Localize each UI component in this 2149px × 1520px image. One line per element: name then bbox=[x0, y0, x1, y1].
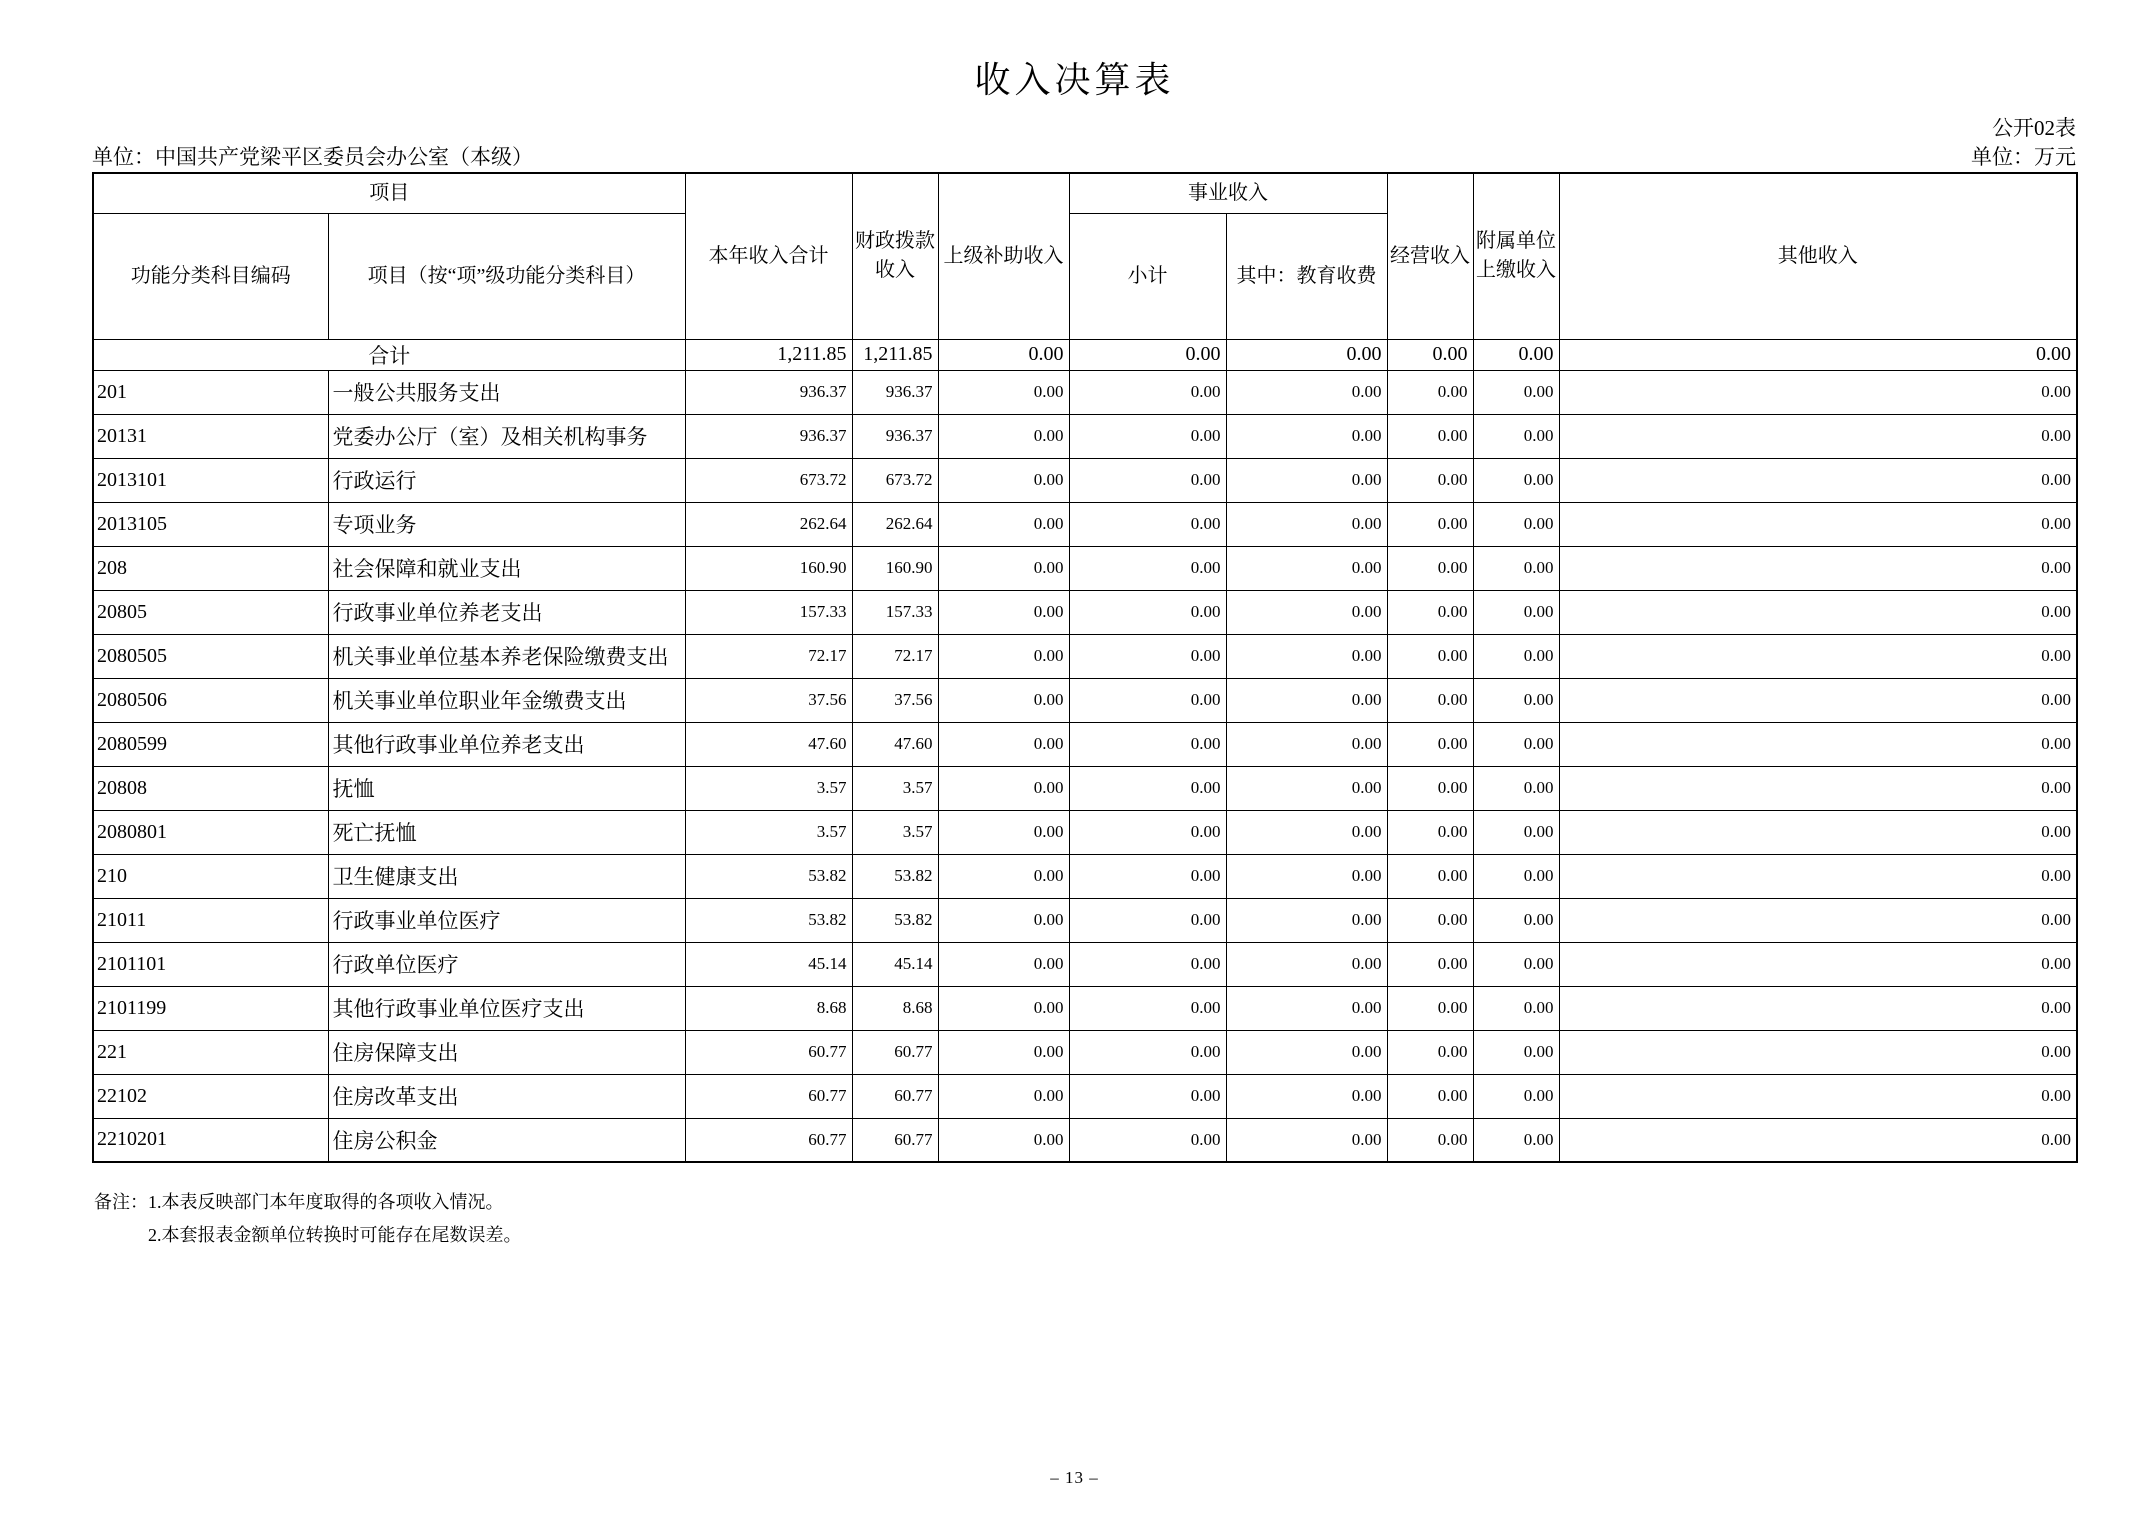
cell-code: 20808 bbox=[93, 766, 328, 810]
cell-value: 0.00 bbox=[1559, 414, 2077, 458]
cell-value: 0.00 bbox=[938, 634, 1069, 678]
notes-label: 备注： bbox=[94, 1192, 148, 1212]
cell-value: 0.00 bbox=[938, 678, 1069, 722]
table-row bbox=[93, 766, 2077, 810]
cell-item: 机关事业单位职业年金缴费支出 bbox=[328, 678, 685, 722]
cell-value: 0.00 bbox=[1473, 766, 1559, 810]
header-superior-subsidy: 上级补助收入 bbox=[938, 173, 1069, 339]
cell-value: 0.00 bbox=[1069, 986, 1226, 1030]
cell-item: 行政单位医疗 bbox=[328, 942, 685, 986]
header-affiliated-remit: 附属单位上缴收入 bbox=[1473, 173, 1559, 339]
cell-value: 0.00 bbox=[1226, 766, 1387, 810]
note-line-1 bbox=[94, 1186, 522, 1219]
cell-value: 0.00 bbox=[1226, 810, 1387, 854]
cell-value: 0.00 bbox=[1226, 942, 1387, 986]
cell-value: 0.00 bbox=[1559, 942, 2077, 986]
cell-value: 0.00 bbox=[1226, 370, 1387, 414]
cell-value: 60.77 bbox=[685, 1030, 852, 1074]
cell-value: 0.00 bbox=[938, 1030, 1069, 1074]
cell-value: 0.00 bbox=[1473, 634, 1559, 678]
table-row bbox=[93, 370, 2077, 414]
cell-value: 0.00 bbox=[1473, 502, 1559, 546]
cell-value: 160.90 bbox=[852, 546, 938, 590]
note-line-2 bbox=[94, 1219, 522, 1252]
cell-value: 3.57 bbox=[685, 766, 852, 810]
page-number: – 13 – bbox=[1050, 1468, 1099, 1487]
cell-code: 20131 bbox=[93, 414, 328, 458]
cell-value: 0.00 bbox=[1069, 854, 1226, 898]
cell-value: 72.17 bbox=[852, 634, 938, 678]
cell-value: 0.00 bbox=[1387, 339, 1473, 370]
cell-value: 0.00 bbox=[1559, 546, 2077, 590]
cell-value: 0.00 bbox=[1559, 986, 2077, 1030]
cell-value: 47.60 bbox=[852, 722, 938, 766]
cell-item: 行政事业单位医疗 bbox=[328, 898, 685, 942]
cell-value: 0.00 bbox=[1226, 1030, 1387, 1074]
cell-value: 47.60 bbox=[685, 722, 852, 766]
cell-value: 0.00 bbox=[938, 339, 1069, 370]
cell-value: 0.00 bbox=[1069, 414, 1226, 458]
cell-value: 0.00 bbox=[938, 1074, 1069, 1118]
cell-value: 0.00 bbox=[1559, 854, 2077, 898]
cell-code: 2080505 bbox=[93, 634, 328, 678]
cell-value: 0.00 bbox=[938, 370, 1069, 414]
cell-item: 行政运行 bbox=[328, 458, 685, 502]
cell-value: 0.00 bbox=[1559, 590, 2077, 634]
cell-value: 0.00 bbox=[1559, 722, 2077, 766]
cell-item: 卫生健康支出 bbox=[328, 854, 685, 898]
cell-value: 45.14 bbox=[685, 942, 852, 986]
cell-value: 0.00 bbox=[1387, 942, 1473, 986]
header-function-code: 功能分类科目编码 bbox=[93, 213, 328, 339]
cell-value: 0.00 bbox=[1387, 546, 1473, 590]
cell-value: 60.77 bbox=[852, 1030, 938, 1074]
cell-value: 0.00 bbox=[1069, 942, 1226, 986]
cell-value: 0.00 bbox=[1559, 502, 2077, 546]
header-fiscal-allocation: 财政拨款收入 bbox=[852, 173, 938, 339]
cell-value: 0.00 bbox=[1473, 986, 1559, 1030]
header-subtotal: 小计 bbox=[1069, 213, 1226, 339]
table-row bbox=[93, 634, 2077, 678]
cell-item: 机关事业单位基本养老保险缴费支出 bbox=[328, 634, 685, 678]
cell-value: 0.00 bbox=[1226, 634, 1387, 678]
cell-value: 936.37 bbox=[685, 414, 852, 458]
cell-value: 160.90 bbox=[685, 546, 852, 590]
cell-value: 0.00 bbox=[938, 854, 1069, 898]
cell-value: 157.33 bbox=[685, 590, 852, 634]
cell-value: 0.00 bbox=[1473, 678, 1559, 722]
table-row bbox=[93, 458, 2077, 502]
cell-value: 0.00 bbox=[1226, 1074, 1387, 1118]
cell-item: 住房保障支出 bbox=[328, 1030, 685, 1074]
table-header bbox=[93, 173, 2077, 339]
cell-value: 0.00 bbox=[1387, 986, 1473, 1030]
cell-value: 0.00 bbox=[938, 414, 1069, 458]
cell-value: 0.00 bbox=[1069, 1074, 1226, 1118]
cell-item: 住房改革支出 bbox=[328, 1074, 685, 1118]
cell-value: 0.00 bbox=[938, 942, 1069, 986]
cell-code: 20805 bbox=[93, 590, 328, 634]
cell-value: 0.00 bbox=[1069, 590, 1226, 634]
cell-value: 37.56 bbox=[852, 678, 938, 722]
note-text-1: 1.本表反映部门本年度取得的各项收入情况。 bbox=[148, 1192, 504, 1212]
header-other-income: 其他收入 bbox=[1559, 173, 2077, 339]
cell-value: 0.00 bbox=[1226, 1118, 1387, 1162]
cell-value: 0.00 bbox=[1387, 810, 1473, 854]
cell-item: 专项业务 bbox=[328, 502, 685, 546]
cell-code: 2210201 bbox=[93, 1118, 328, 1162]
cell-code: 2013105 bbox=[93, 502, 328, 546]
cell-code: 210 bbox=[93, 854, 328, 898]
cell-value: 0.00 bbox=[1069, 458, 1226, 502]
cell-value: 3.57 bbox=[852, 810, 938, 854]
header-operating-income: 经营收入 bbox=[1387, 173, 1473, 339]
cell-value: 37.56 bbox=[685, 678, 852, 722]
cell-value: 0.00 bbox=[1473, 339, 1559, 370]
cell-value: 0.00 bbox=[1226, 722, 1387, 766]
cell-value: 0.00 bbox=[1559, 810, 2077, 854]
cell-value: 0.00 bbox=[938, 1118, 1069, 1162]
cell-code: 2080801 bbox=[93, 810, 328, 854]
cell-value: 0.00 bbox=[1473, 370, 1559, 414]
cell-value: 0.00 bbox=[938, 722, 1069, 766]
cell-code: 208 bbox=[93, 546, 328, 590]
cell-value: 0.00 bbox=[1226, 590, 1387, 634]
cell-value: 0.00 bbox=[1226, 898, 1387, 942]
cell-value: 0.00 bbox=[938, 810, 1069, 854]
unit-currency-label: 单位：万元 bbox=[1971, 145, 2076, 169]
cell-value: 936.37 bbox=[685, 370, 852, 414]
cell-value: 0.00 bbox=[1226, 986, 1387, 1030]
table-body bbox=[93, 339, 2077, 1162]
cell-value: 0.00 bbox=[1473, 414, 1559, 458]
form-code-label: 公开02表 bbox=[1992, 116, 2076, 140]
cell-value: 0.00 bbox=[1473, 1074, 1559, 1118]
cell-value: 0.00 bbox=[1069, 810, 1226, 854]
cell-value: 0.00 bbox=[1069, 1118, 1226, 1162]
cell-value: 0.00 bbox=[1559, 339, 2077, 370]
cell-value: 0.00 bbox=[1069, 722, 1226, 766]
cell-value: 60.77 bbox=[685, 1118, 852, 1162]
cell-item: 住房公积金 bbox=[328, 1118, 685, 1162]
total-row-label: 合计 bbox=[93, 339, 685, 370]
cell-value: 53.82 bbox=[852, 898, 938, 942]
table-row bbox=[93, 810, 2077, 854]
income-table bbox=[92, 172, 2078, 1163]
cell-value: 0.00 bbox=[1226, 502, 1387, 546]
cell-value: 53.82 bbox=[685, 898, 852, 942]
note-text-2: 2.本套报表金额单位转换时可能存在尾数误差。 bbox=[148, 1224, 522, 1245]
cell-code: 2080506 bbox=[93, 678, 328, 722]
cell-code: 21011 bbox=[93, 898, 328, 942]
cell-value: 936.37 bbox=[852, 370, 938, 414]
table-row bbox=[93, 722, 2077, 766]
cell-value: 0.00 bbox=[1473, 854, 1559, 898]
cell-value: 262.64 bbox=[852, 502, 938, 546]
cell-code: 2101199 bbox=[93, 986, 328, 1030]
unit-row bbox=[92, 141, 2076, 171]
cell-value: 8.68 bbox=[685, 986, 852, 1030]
cell-value: 1,211.85 bbox=[685, 339, 852, 370]
cell-value: 0.00 bbox=[1387, 766, 1473, 810]
cell-value: 0.00 bbox=[1387, 370, 1473, 414]
cell-value: 0.00 bbox=[1069, 678, 1226, 722]
cell-code: 22102 bbox=[93, 1074, 328, 1118]
cell-value: 0.00 bbox=[1069, 898, 1226, 942]
cell-value: 0.00 bbox=[1473, 546, 1559, 590]
cell-value: 0.00 bbox=[1387, 1030, 1473, 1074]
cell-code: 2080599 bbox=[93, 722, 328, 766]
cell-value: 0.00 bbox=[1473, 810, 1559, 854]
cell-value: 0.00 bbox=[1226, 458, 1387, 502]
cell-value: 72.17 bbox=[685, 634, 852, 678]
cell-value: 0.00 bbox=[1387, 634, 1473, 678]
table-row bbox=[93, 502, 2077, 546]
cell-value: 0.00 bbox=[1069, 634, 1226, 678]
cell-value: 0.00 bbox=[1473, 898, 1559, 942]
cell-value: 0.00 bbox=[1069, 1030, 1226, 1074]
cell-value: 0.00 bbox=[1069, 502, 1226, 546]
cell-value: 60.77 bbox=[852, 1118, 938, 1162]
cell-value: 0.00 bbox=[1559, 898, 2077, 942]
cell-value: 0.00 bbox=[1387, 414, 1473, 458]
cell-value: 0.00 bbox=[1226, 678, 1387, 722]
header-year-total: 本年收入合计 bbox=[685, 173, 852, 339]
cell-value: 262.64 bbox=[685, 502, 852, 546]
cell-value: 0.00 bbox=[1559, 1074, 2077, 1118]
cell-code: 201 bbox=[93, 370, 328, 414]
cell-value: 60.77 bbox=[685, 1074, 852, 1118]
cell-item: 死亡抚恤 bbox=[328, 810, 685, 854]
cell-value: 0.00 bbox=[1559, 370, 2077, 414]
notes bbox=[94, 1186, 522, 1252]
cell-value: 45.14 bbox=[852, 942, 938, 986]
cell-value: 0.00 bbox=[938, 502, 1069, 546]
table-row bbox=[93, 942, 2077, 986]
table-row bbox=[93, 1074, 2077, 1118]
cell-value: 0.00 bbox=[1226, 339, 1387, 370]
cell-item: 抚恤 bbox=[328, 766, 685, 810]
cell-value: 0.00 bbox=[938, 986, 1069, 1030]
cell-value: 0.00 bbox=[1473, 590, 1559, 634]
cell-value: 673.72 bbox=[685, 458, 852, 502]
cell-code: 221 bbox=[93, 1030, 328, 1074]
table-row bbox=[93, 854, 2077, 898]
cell-item: 其他行政事业单位医疗支出 bbox=[328, 986, 685, 1030]
cell-value: 0.00 bbox=[1473, 1118, 1559, 1162]
cell-value: 0.00 bbox=[938, 458, 1069, 502]
table-row bbox=[93, 678, 2077, 722]
cell-value: 0.00 bbox=[1387, 722, 1473, 766]
cell-value: 0.00 bbox=[1473, 942, 1559, 986]
table-row bbox=[93, 590, 2077, 634]
cell-value: 1,211.85 bbox=[852, 339, 938, 370]
cell-value: 3.57 bbox=[852, 766, 938, 810]
header-item-name: 项目（按“项”级功能分类科目） bbox=[328, 213, 685, 339]
total-row bbox=[93, 339, 2077, 370]
header-business-income-group: 事业收入 bbox=[1069, 173, 1387, 213]
cell-item: 行政事业单位养老支出 bbox=[328, 590, 685, 634]
cell-value: 53.82 bbox=[852, 854, 938, 898]
header-education-fee: 其中：教育收费 bbox=[1226, 213, 1387, 339]
header-project-group: 项目 bbox=[93, 173, 685, 213]
cell-value: 0.00 bbox=[1387, 1074, 1473, 1118]
cell-value: 3.57 bbox=[685, 810, 852, 854]
cell-value: 936.37 bbox=[852, 414, 938, 458]
cell-value: 0.00 bbox=[938, 766, 1069, 810]
table-row bbox=[93, 1118, 2077, 1162]
cell-value: 0.00 bbox=[938, 590, 1069, 634]
cell-value: 8.68 bbox=[852, 986, 938, 1030]
cell-value: 0.00 bbox=[1226, 546, 1387, 590]
cell-value: 0.00 bbox=[1226, 854, 1387, 898]
cell-item: 一般公共服务支出 bbox=[328, 370, 685, 414]
cell-value: 0.00 bbox=[1387, 1118, 1473, 1162]
unit-name-label: 单位：中国共产党梁平区委员会办公室（本级） bbox=[92, 145, 533, 169]
page-title: 收入决算表 bbox=[974, 60, 1175, 100]
cell-value: 0.00 bbox=[1559, 1118, 2077, 1162]
cell-item: 党委办公厅（室）及相关机构事务 bbox=[328, 414, 685, 458]
cell-value: 0.00 bbox=[1069, 370, 1226, 414]
cell-value: 0.00 bbox=[1473, 722, 1559, 766]
cell-value: 0.00 bbox=[1387, 590, 1473, 634]
cell-code: 2013101 bbox=[93, 458, 328, 502]
cell-value: 60.77 bbox=[852, 1074, 938, 1118]
table-row bbox=[93, 546, 2077, 590]
cell-value: 0.00 bbox=[1069, 766, 1226, 810]
table-row bbox=[93, 414, 2077, 458]
cell-value: 0.00 bbox=[1069, 339, 1226, 370]
cell-value: 157.33 bbox=[852, 590, 938, 634]
cell-value: 0.00 bbox=[938, 546, 1069, 590]
cell-value: 0.00 bbox=[1559, 458, 2077, 502]
cell-value: 0.00 bbox=[1473, 458, 1559, 502]
cell-value: 0.00 bbox=[1559, 766, 2077, 810]
cell-value: 0.00 bbox=[1387, 898, 1473, 942]
cell-value: 0.00 bbox=[1559, 634, 2077, 678]
cell-value: 0.00 bbox=[1387, 502, 1473, 546]
cell-value: 0.00 bbox=[1559, 1030, 2077, 1074]
cell-value: 0.00 bbox=[1473, 1030, 1559, 1074]
cell-value: 0.00 bbox=[1226, 414, 1387, 458]
cell-item: 社会保障和就业支出 bbox=[328, 546, 685, 590]
table-row bbox=[93, 1030, 2077, 1074]
cell-code: 2101101 bbox=[93, 942, 328, 986]
cell-value: 0.00 bbox=[938, 898, 1069, 942]
cell-value: 0.00 bbox=[1387, 854, 1473, 898]
cell-value: 0.00 bbox=[1559, 678, 2077, 722]
cell-value: 53.82 bbox=[685, 854, 852, 898]
cell-value: 0.00 bbox=[1069, 546, 1226, 590]
cell-value: 0.00 bbox=[1387, 678, 1473, 722]
cell-value: 673.72 bbox=[852, 458, 938, 502]
table-row bbox=[93, 986, 2077, 1030]
cell-item: 其他行政事业单位养老支出 bbox=[328, 722, 685, 766]
table-row bbox=[93, 898, 2077, 942]
cell-value: 0.00 bbox=[1387, 458, 1473, 502]
